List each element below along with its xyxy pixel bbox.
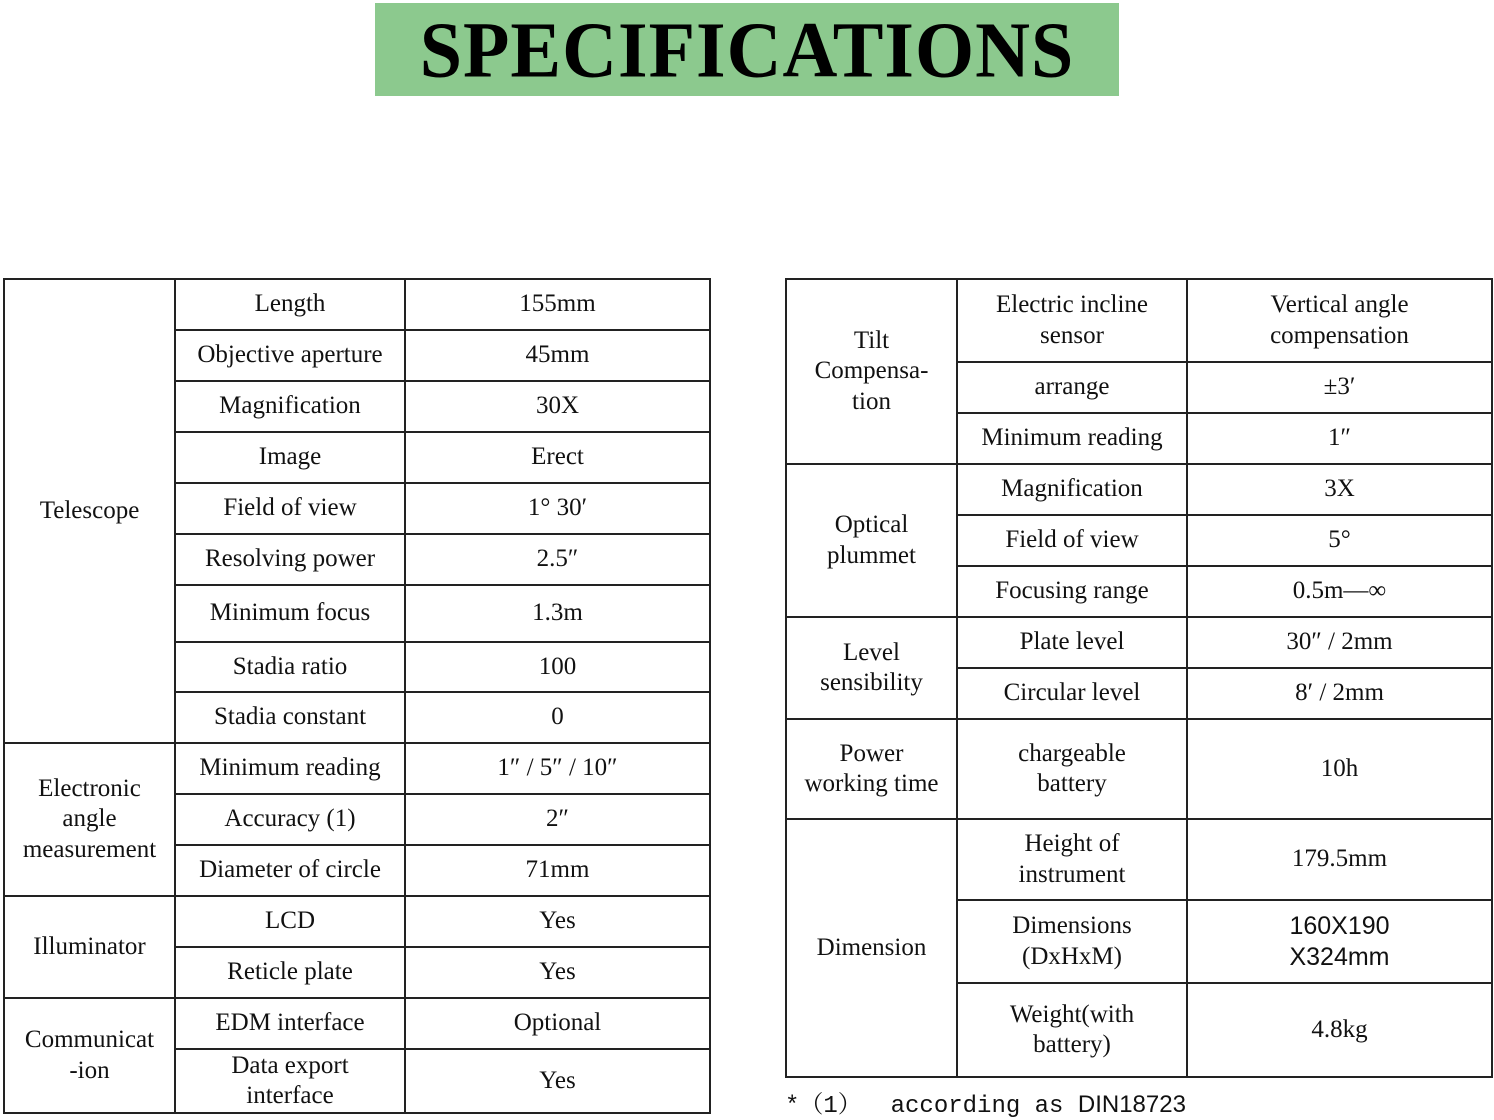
footnote-text: according as [890,1093,1064,1120]
table-row [4,279,710,330]
spec-label: Stadia ratio [175,642,405,692]
spec-value: 0.5m—∞ [1187,566,1492,617]
group-label-illuminator: Illuminator [4,896,175,998]
spec-value: 2″ [405,794,710,845]
spec-value: Yes [405,896,710,947]
spec-value: 155mm [405,279,710,330]
table-row [786,819,1492,900]
group-label-dimension: Dimension [786,819,957,1077]
spec-label: Image [175,432,405,483]
spec-value: Yes [405,1049,710,1113]
group-label-tilt: Tilt Compensa- tion [786,279,957,464]
spec-value: 8′ / 2mm [1187,668,1492,719]
spec-label: Length [175,279,405,330]
spec-value: 4.8kg [1187,983,1492,1077]
left-spec-table [3,278,711,1114]
page-title: SPECIFICATIONS [419,5,1075,94]
spec-label: Diameter of circle [175,845,405,896]
spec-value: 179.5mm [1187,819,1492,900]
spec-label: Weight(with battery) [957,983,1187,1077]
spec-value: Erect [405,432,710,483]
spec-value: 1° 30′ [405,483,710,534]
spec-label: Electric incline sensor [957,279,1187,362]
spec-value: 30X [405,381,710,432]
group-label-level: Level sensibility [786,617,957,719]
spec-label: Accuracy (1) [175,794,405,845]
spec-value: Yes [405,947,710,998]
spec-value: 1″ [1187,413,1492,464]
right-spec-table [785,278,1493,1078]
spec-label: arrange [957,362,1187,413]
spec-label: LCD [175,896,405,947]
spec-value: 1.3m [405,585,710,642]
spec-label: Field of view [957,515,1187,566]
table-row [786,279,1492,362]
spec-value: 45mm [405,330,710,381]
title-banner [375,3,1119,96]
table-row [4,743,710,794]
spec-label: EDM interface [175,998,405,1049]
spec-value: ±3′ [1187,362,1492,413]
spec-label: Field of view [175,483,405,534]
spec-value: 100 [405,642,710,692]
spec-label: Resolving power [175,534,405,585]
table-row [4,998,710,1049]
group-label-angle: Electronic angle measurement [4,743,175,896]
spec-label: Dimensions (DxHxM) [957,900,1187,983]
group-label-plummet: Optical plummet [786,464,957,617]
spec-value: Vertical angle compensation [1187,279,1492,362]
spec-label: Magnification [957,464,1187,515]
spec-label: chargeable battery [957,719,1187,819]
table-row [786,464,1492,515]
spec-label: Height of instrument [957,819,1187,900]
footnote-standard: DIN18723 [1077,1091,1186,1118]
spec-value: 3X [1187,464,1492,515]
spec-value: 1″ / 5″ / 10″ [405,743,710,794]
spec-label: Minimum focus [175,585,405,642]
table-row [4,896,710,947]
spec-value: 71mm [405,845,710,896]
spec-value: 0 [405,692,710,743]
spec-label: Data export interface [175,1049,405,1113]
spec-label: Objective aperture [175,330,405,381]
spec-value: Optional [405,998,710,1049]
spec-label: Circular level [957,668,1187,719]
spec-value: 5° [1187,515,1492,566]
spec-label: Reticle plate [175,947,405,998]
table-row [786,719,1492,819]
spec-label: Plate level [957,617,1187,668]
spec-value: 30″ / 2mm [1187,617,1492,668]
spec-value: 2.5″ [405,534,710,585]
spec-label: Magnification [175,381,405,432]
group-label-telescope: Telescope [4,279,175,743]
table-row [786,617,1492,668]
group-label-power: Power working time [786,719,957,819]
footnote-marker: *（1） [785,1093,862,1120]
spec-label: Stadia constant [175,692,405,743]
spec-label: Minimum reading [957,413,1187,464]
group-label-communication: Communicat -ion [4,998,175,1113]
spec-value: 10h [1187,719,1492,819]
spec-value: 160X190 X324mm [1187,900,1492,983]
spec-label: Minimum reading [175,743,405,794]
spec-label: Focusing range [957,566,1187,617]
